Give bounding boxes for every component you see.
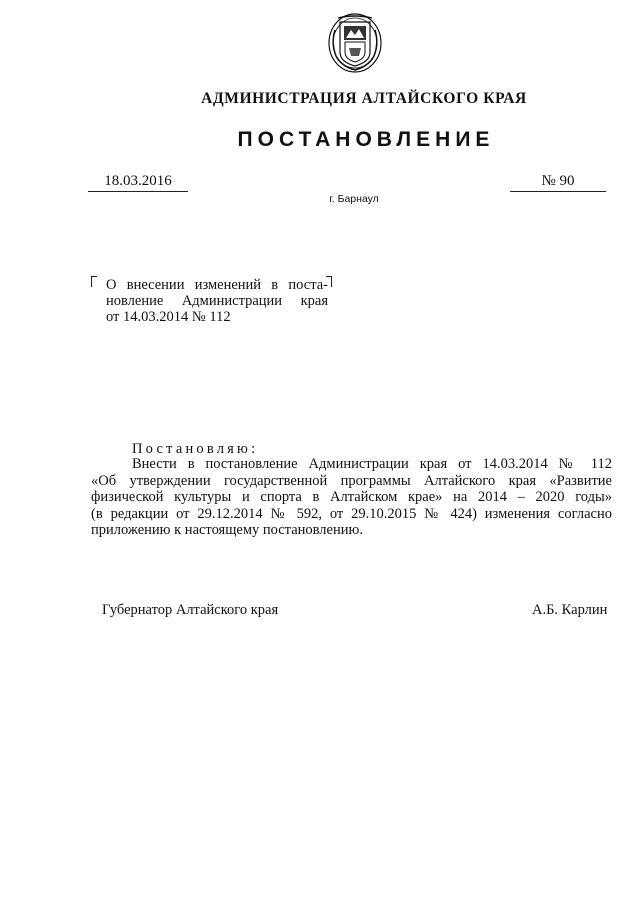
signatory-name: А.Б. Карлин (532, 602, 608, 618)
document-number: № 90 (510, 173, 606, 192)
decree-word: Постановляю: (132, 441, 259, 457)
body-line: (в редакции от 29.12.2014 № 592, от 29.10.2015 № 424) изменения согласно (91, 505, 612, 522)
organization-name: АДМИНИСТРАЦИЯ АЛТАЙСКОГО КРАЯ (201, 90, 527, 107)
document-body (91, 456, 612, 539)
body-line: «Об утверждении государственной программы Алтайского края «Развитие (91, 472, 612, 489)
coat-of-arms-icon (327, 12, 383, 74)
signatory-role: Губернатор Алтайского края (102, 602, 279, 618)
document-city: г. Барнаул (329, 193, 379, 205)
body-line: Внести в постановление Администрации края от 14.03.2014 № 112 (132, 456, 612, 472)
body-line: физической культуры и спорта в Алтайском крае» на 2014 – 2020 годы» (91, 489, 612, 506)
subject-line: О внесении изменений в поста- (106, 277, 328, 293)
document-date: 18.03.2016 (88, 173, 188, 192)
subject-bracket-left-icon (91, 276, 97, 287)
body-line: приложению к настоящему постановлению. (91, 522, 363, 539)
subject-line: от 14.03.2014 № 112 (106, 309, 231, 325)
subject-line: новление Администрации края (106, 293, 328, 309)
document-subject (106, 277, 328, 325)
document-type-title: ПОСТАНОВЛЕНИЕ (237, 128, 495, 151)
